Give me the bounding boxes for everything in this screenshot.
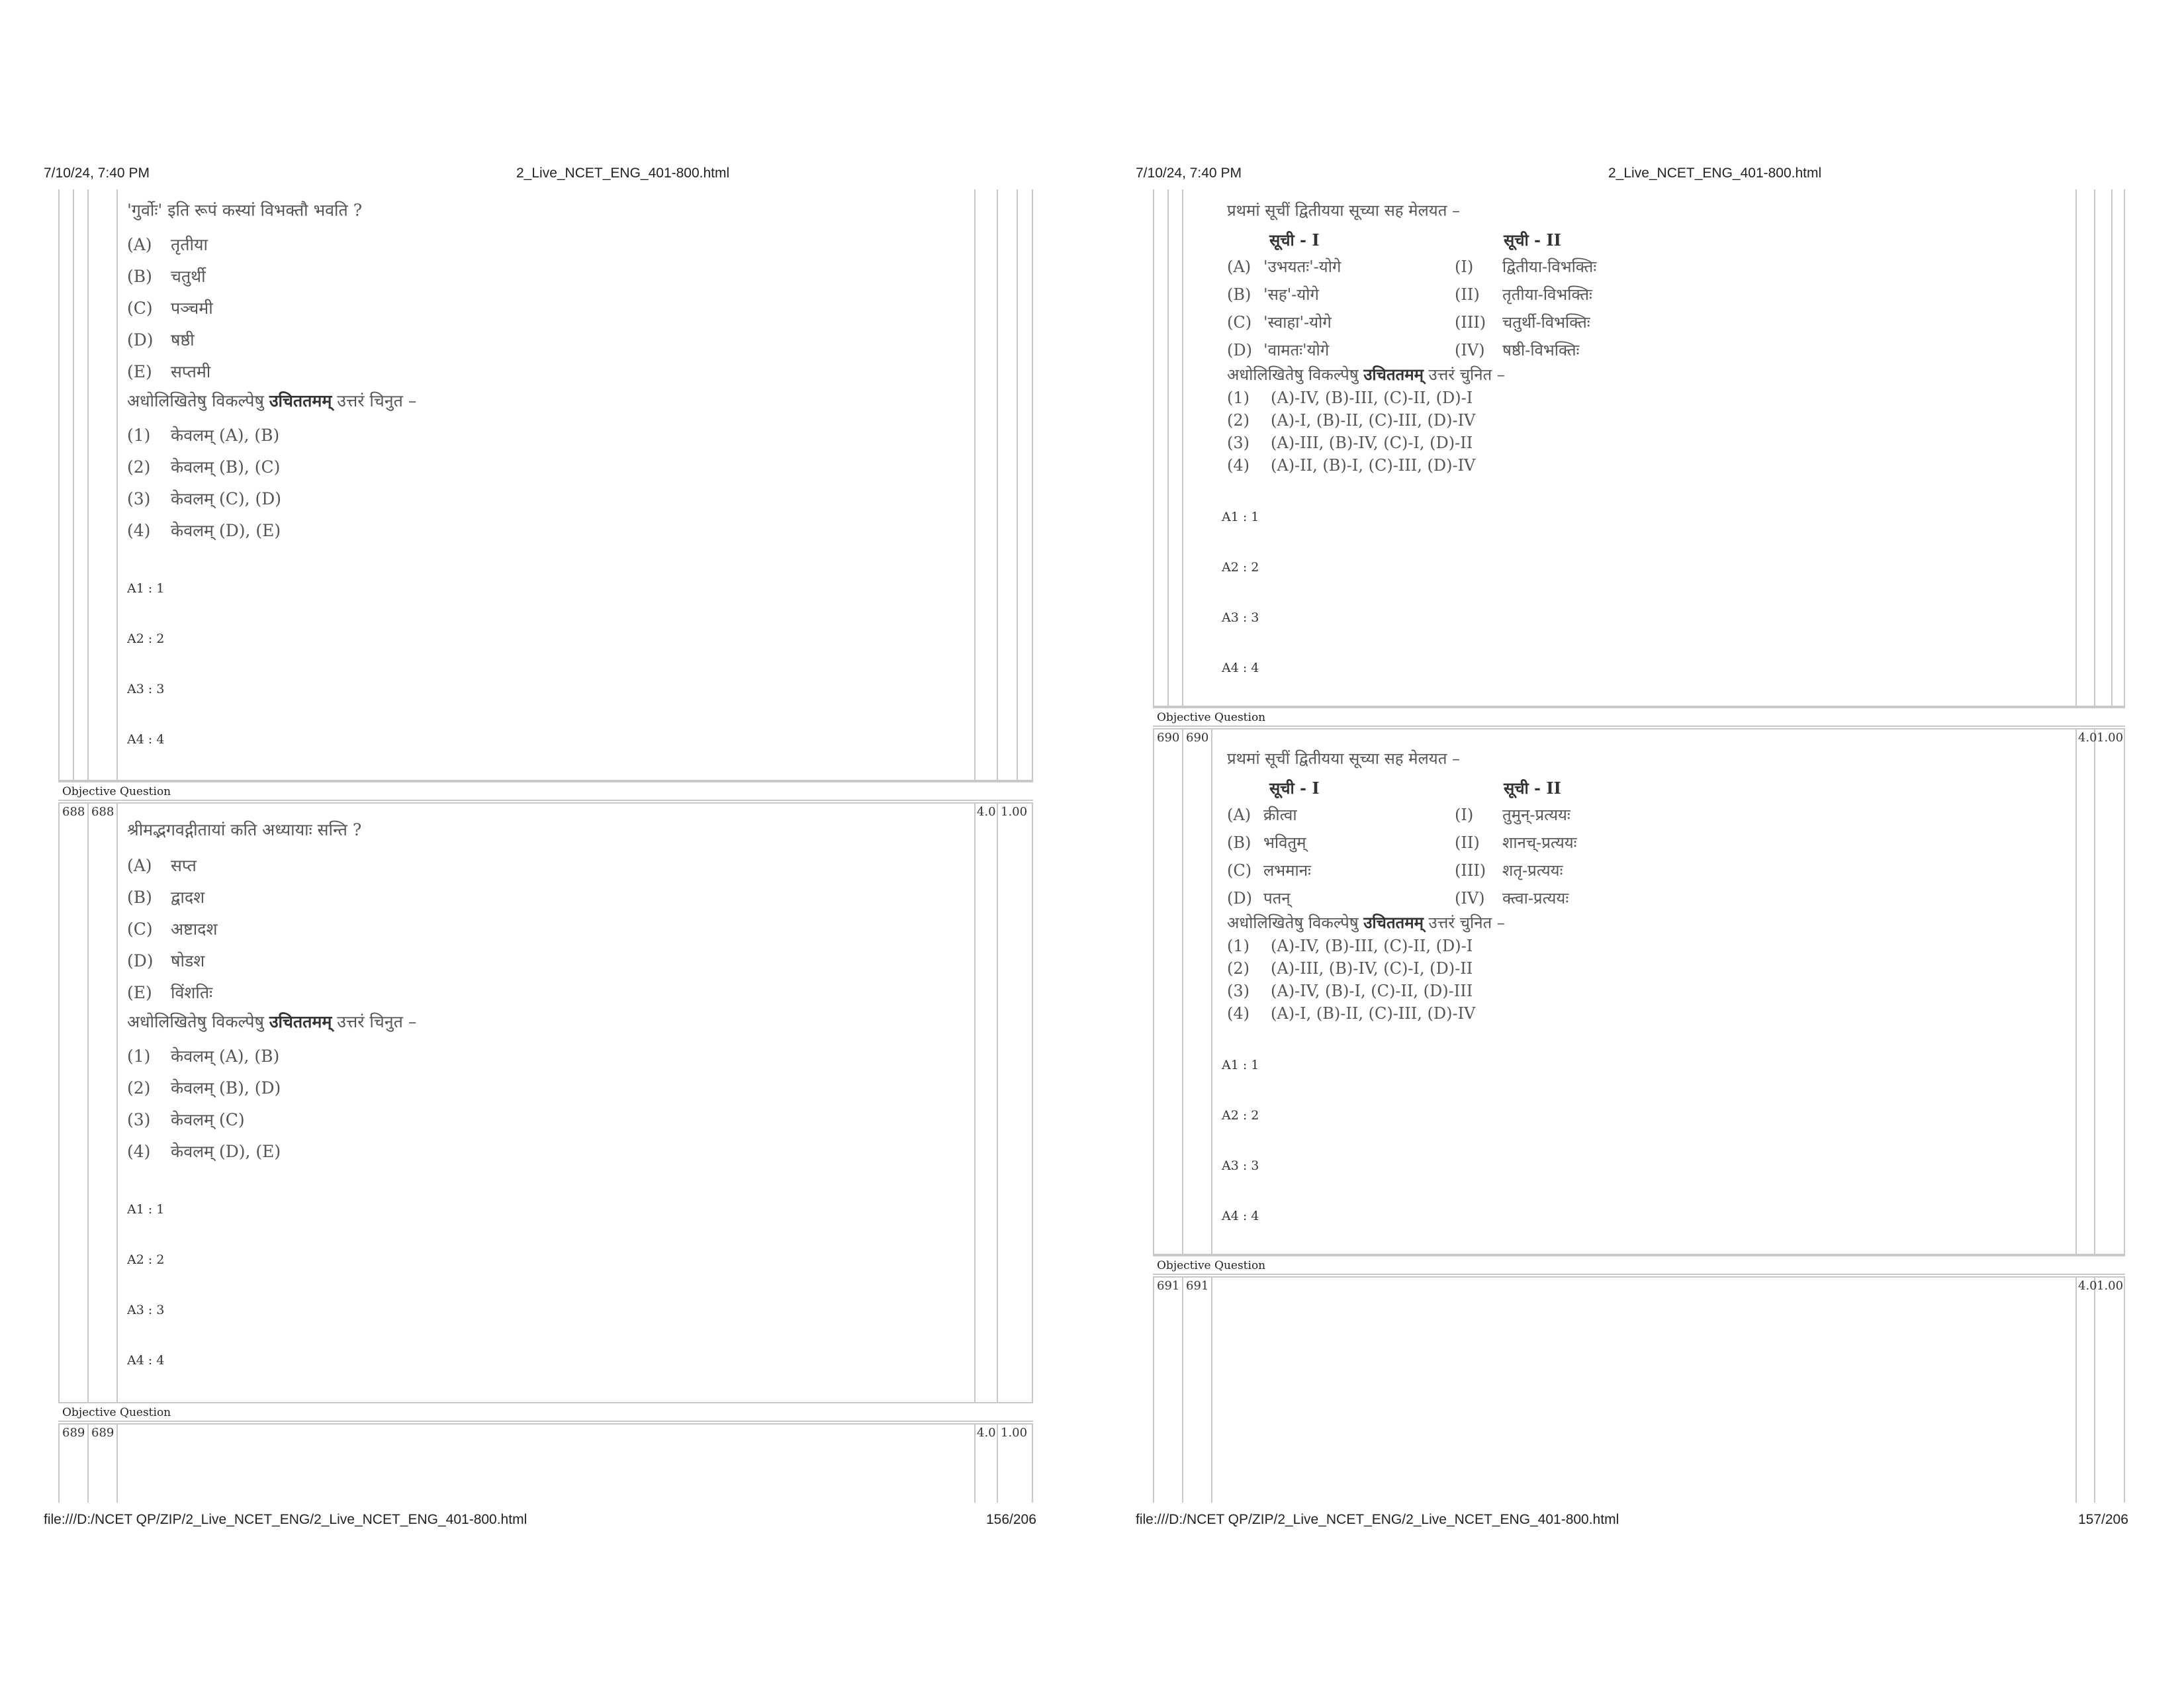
q688-id: 688 [62, 805, 85, 819]
page-number: 157/206 [2078, 1512, 2128, 1527]
q688-choice-2: (2) केवलम् (B), (D) [127, 1078, 281, 1098]
q688-option-a: (A) सप्त [127, 856, 197, 875]
q689-match-row-c: (C) 'स्वाहा'-योगे (III) चतुर्थी-विभक्तिः [1227, 313, 1590, 332]
q687-choice-1: (1) केवलम् (A), (B) [127, 426, 280, 445]
q689-instruction: अधोलिखितेषु विकल्पेषु उचिततमम् उत्तरं चुनित – [1227, 365, 1505, 384]
q689-negative-marks: 1.00 [1001, 1426, 1028, 1440]
print-datetime: 7/10/24, 7:40 PM [1136, 165, 1242, 181]
q688-question: श्रीमद्भगवद्गीतायां कति अध्यायाः सन्ति ? [127, 820, 362, 839]
q688-choice-1: (1) केवलम् (A), (B) [127, 1047, 280, 1066]
q690-question: प्रथमां सूचीं द्वितीयया सूच्या सह मेलयत – [1227, 749, 1461, 768]
q690-id: 690 [1157, 731, 1180, 745]
q689-choice-1: (1) (A)-IV, (B)-III, (C)-II, (D)-I [1227, 389, 1473, 407]
q689-id-alt: 689 [91, 1426, 114, 1440]
q688-instruction: अधोलिखितेषु विकल्पेषु उचिततमम् उत्तरं चिनुत – [127, 1012, 417, 1031]
print-datetime: 7/10/24, 7:40 PM [44, 165, 150, 181]
q689-choice-2: (2) (A)-I, (B)-II, (C)-III, (D)-IV [1227, 411, 1476, 430]
q689-answer-1: A1 : 1 [1222, 510, 1259, 524]
q690-answer-4: A4 : 4 [1222, 1209, 1259, 1223]
q691-marks: 4.0 [2078, 1279, 2097, 1293]
q690-match-row-c: (C) लभमानः (III) शतृ-प्रत्ययः [1227, 861, 1563, 880]
q688-negative-marks: 1.00 [1001, 805, 1028, 819]
q689-answer-2: A2 : 2 [1222, 560, 1259, 575]
q688-answer-2: A2 : 2 [127, 1252, 165, 1267]
q690-id-alt: 690 [1186, 731, 1209, 745]
print-footer-path: file:///D:/NCET QP/ZIP/2_Live_NCET_ENG/2_Live_NCET_ENG_401-800.html [44, 1512, 527, 1527]
q688-answer-3: A3 : 3 [127, 1303, 165, 1317]
print-footer-path: file:///D:/NCET QP/ZIP/2_Live_NCET_ENG/2_Live_NCET_ENG_401-800.html [1136, 1512, 1619, 1527]
q689-question: प्रथमां सूचीं द्वितीयया सूच्या सह मेलयत – [1227, 201, 1461, 220]
q687-option-b: (B) चतुर्थी [127, 267, 206, 286]
q688-option-d: (D) षोडश [127, 951, 205, 970]
q691-table [1153, 1276, 2125, 1503]
q690-choice-3: (3) (A)-IV, (B)-I, (C)-II, (D)-III [1227, 982, 1473, 1000]
q687-answer-1: A1 : 1 [127, 581, 165, 596]
q687-option-d: (D) षष्ठी [127, 330, 195, 350]
q690-list1-heading: सूची - I [1269, 778, 1320, 798]
q688-answer-4: A4 : 4 [127, 1353, 165, 1368]
q688-choice-4: (4) केवलम् (D), (E) [127, 1142, 281, 1161]
q689-table [58, 1423, 1033, 1503]
q688-option-e: (E) विंशतिः [127, 983, 213, 1002]
question-type-bar: Objective Question [1153, 707, 2125, 727]
q688-option-c: (C) अष्टादश [127, 919, 218, 939]
q690-match-row-b: (B) भवितुम् (II) शानच्-प्रत्ययः [1227, 833, 1577, 852]
print-file-title: 2_Live_NCET_ENG_401-800.html [516, 165, 730, 181]
q687-choice-4: (4) केवलम् (D), (E) [127, 521, 281, 540]
q687-choice-3: (3) केवलम् (C), (D) [127, 489, 282, 508]
q689-answer-4: A4 : 4 [1222, 661, 1259, 675]
q689-list1-heading: सूची - I [1269, 230, 1320, 250]
q689-choice-4: (4) (A)-II, (B)-I, (C)-III, (D)-IV [1227, 456, 1476, 475]
question-type-bar: Objective Question [58, 781, 1033, 801]
q687-answer-2: A2 : 2 [127, 632, 165, 646]
q690-answer-2: A2 : 2 [1222, 1108, 1259, 1123]
q687-answer-4: A4 : 4 [127, 732, 165, 747]
q690-answer-1: A1 : 1 [1222, 1058, 1259, 1072]
q689-match-row-a: (A) 'उभयतः'-योगे (I) द्वितीया-विभक्तिः [1227, 258, 1597, 276]
q690-negative-marks: 1.00 [2097, 731, 2124, 745]
q687-answer-3: A3 : 3 [127, 682, 165, 696]
page-number: 156/206 [986, 1512, 1036, 1527]
q689-answer-3: A3 : 3 [1222, 610, 1259, 625]
q690-choice-2: (2) (A)-III, (B)-IV, (C)-I, (D)-II [1227, 959, 1473, 978]
q688-marks: 4.0 [977, 805, 996, 819]
q690-list2-heading: सूची - II [1504, 778, 1561, 798]
q691-negative-marks: 1.00 [2097, 1279, 2124, 1293]
q690-match-row-a: (A) क्रीत्वा (I) तुमुन्-प्रत्ययः [1227, 806, 1570, 824]
question-type-bar: Objective Question [1153, 1255, 2125, 1275]
q687-choice-2: (2) केवलम् (B), (C) [127, 457, 281, 477]
pdf-page-157 [1092, 0, 2184, 1688]
q689-id: 689 [62, 1426, 85, 1440]
q687-option-e: (E) सप्तमी [127, 362, 211, 381]
print-file-title: 2_Live_NCET_ENG_401-800.html [1608, 165, 1822, 181]
q689-choice-3: (3) (A)-III, (B)-IV, (C)-I, (D)-II [1227, 434, 1473, 452]
q691-id: 691 [1157, 1279, 1180, 1293]
q687-option-a: (A) तृतीया [127, 235, 208, 254]
q687-question: 'गुर्वोः' इति रूपं कस्यां विभक्तौ भवति ? [127, 201, 363, 220]
q688-option-b: (B) द्वादश [127, 888, 205, 907]
q690-answer-3: A3 : 3 [1222, 1158, 1259, 1173]
q687-instruction: अधोलिखितेषु विकल्पेषु उचिततमम् उत्तरं चिनुत – [127, 391, 417, 410]
q688-id-alt: 688 [91, 805, 114, 819]
q688-answer-1: A1 : 1 [127, 1202, 165, 1217]
q691-id-alt: 691 [1186, 1279, 1209, 1293]
q690-choice-1: (1) (A)-IV, (B)-III, (C)-II, (D)-I [1227, 937, 1473, 955]
q688-choice-3: (3) केवलम् (C) [127, 1110, 245, 1129]
q689-match-row-d: (D) 'वामतः'योगे (IV) षष्ठी-विभक्तिः [1227, 341, 1580, 359]
q690-match-row-d: (D) पतन् (IV) क्त्वा-प्रत्ययः [1227, 889, 1569, 908]
q689-list2-heading: सूची - II [1504, 230, 1561, 250]
q687-option-c: (C) पञ्चमी [127, 299, 213, 318]
q690-instruction: अधोलिखितेषु विकल्पेषु उचिततमम् उत्तरं चुनित – [1227, 913, 1505, 932]
q690-choice-4: (4) (A)-I, (B)-II, (C)-III, (D)-IV [1227, 1004, 1476, 1023]
q689-marks: 4.0 [977, 1426, 996, 1440]
q690-marks: 4.0 [2078, 731, 2097, 745]
question-type-bar: Objective Question [58, 1402, 1033, 1422]
q689-match-row-b: (B) 'सह'-योगे (II) तृतीया-विभक्तिः [1227, 285, 1592, 304]
